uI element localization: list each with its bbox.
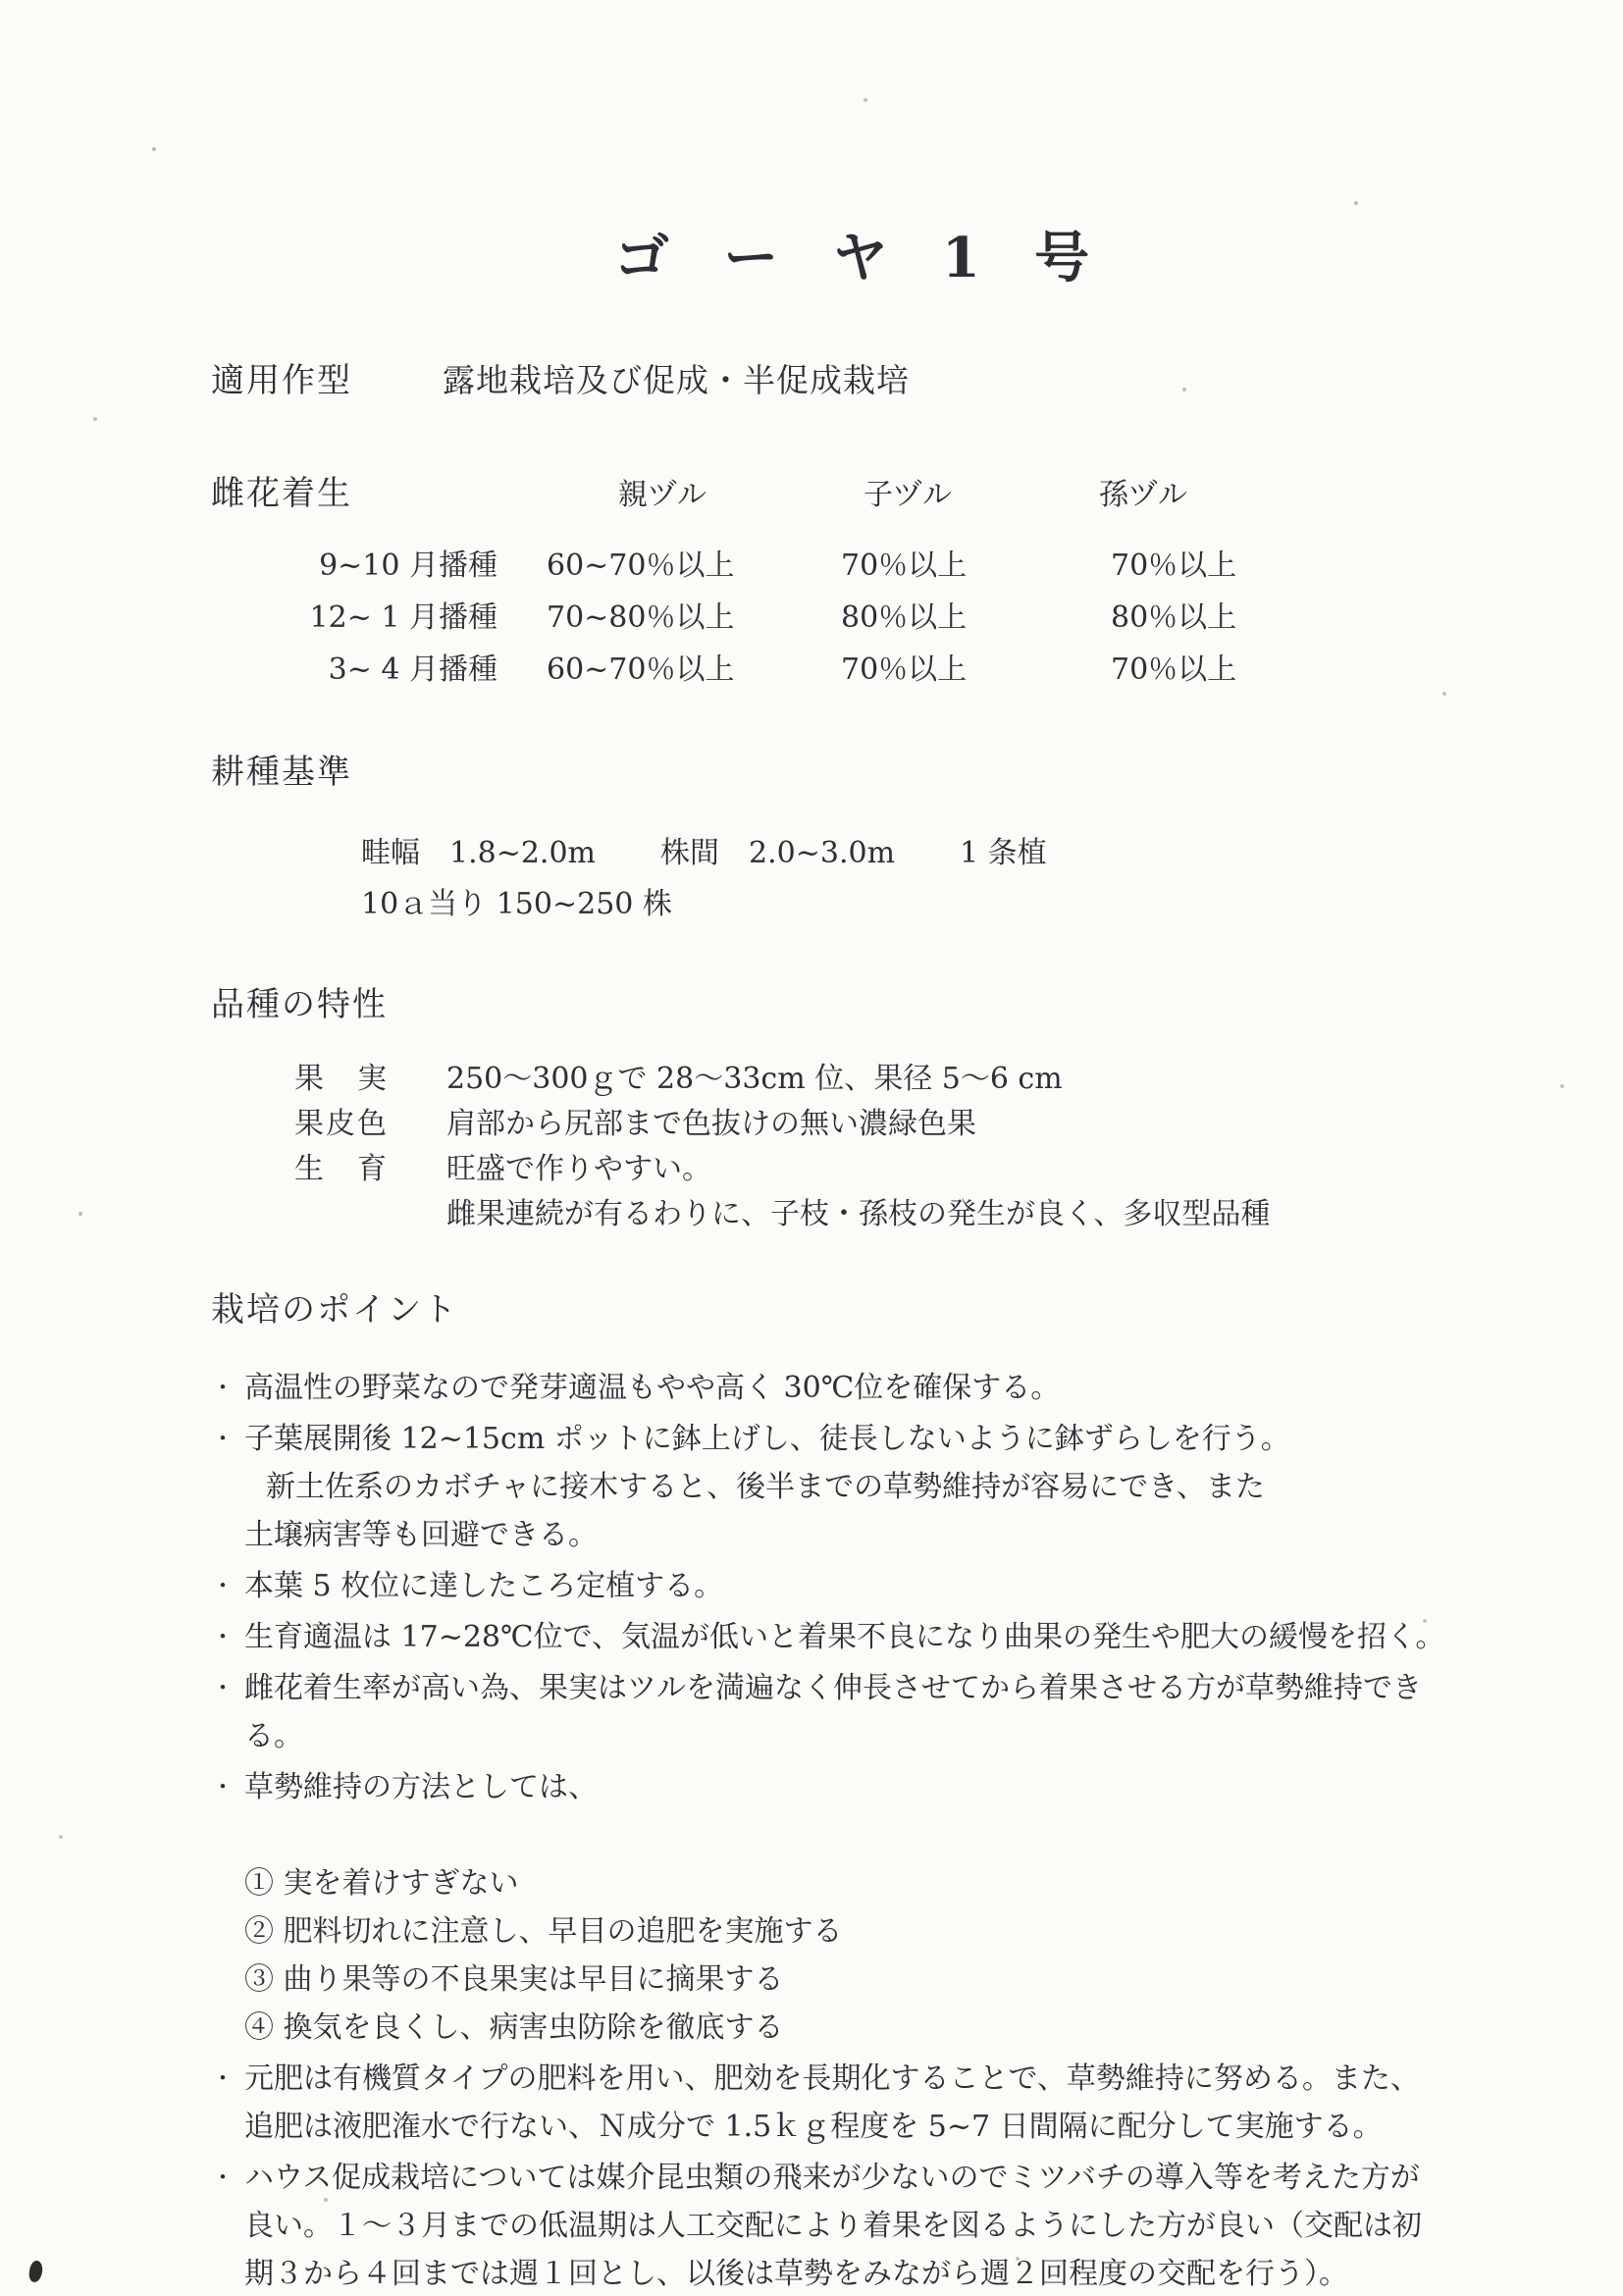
bullet-line: 元肥は有機質タイプの肥料を用い、肥効を長期化することで、草勢維持に努める。また、	[244, 2061, 1420, 2096]
bullet-line: 良い。１～３月までの低温期は人工交配により着果を図るようにした方が良い（交配は初	[244, 2209, 1422, 2243]
bullet-text	[244, 1415, 1510, 1559]
parent-vine-value: 70~80％以上	[547, 600, 735, 635]
sowing-period: 9~10 月播種	[319, 548, 497, 583]
bullet-line: 雌花着生率が高い為、果実はツルを満遍なく伸長させてから着果させる方が草勢維持でき	[244, 1671, 1422, 1705]
bullet-text	[244, 1364, 1510, 1412]
bullet-line: 高温性の野菜なので発芽適温もやや高く 30℃位を確保する。	[244, 1371, 1061, 1405]
numbered-subitem: ① 実を着けすぎない	[244, 1866, 519, 1901]
bullet-line: 土壌病害等も回避できる。	[244, 1518, 598, 1552]
child-vine-value: 80％以上	[841, 600, 968, 635]
bullet-line: ハウス促成栽培については媒介昆虫類の飛来が少ないのでミツバチの導入等を考えた方が	[244, 2161, 1420, 2195]
bullet-icon: ・	[211, 1425, 235, 1452]
bullet-icon: ・	[211, 1623, 235, 1650]
bullet-text	[244, 1562, 1510, 1610]
cultivation-standard-label: 耕種基準	[211, 753, 352, 792]
grandchild-vine-value: 70％以上	[1111, 652, 1237, 687]
bullet-text	[244, 1613, 1510, 1661]
bullet-line: 子葉展開後 12~15cm ポットに鉢上げし、徒長しないように鉢ずらしを行う。	[244, 1422, 1290, 1456]
characteristic-row	[294, 1147, 1510, 1192]
list-item	[211, 1364, 1510, 1412]
applicable-type-label: 適用作型	[211, 361, 352, 400]
bullet-text	[244, 1664, 1510, 1760]
table-row	[211, 644, 1510, 696]
list-item	[211, 1664, 1510, 1760]
grandchild-vine-value: 80％以上	[1111, 600, 1237, 635]
applicable-type-value: 露地栽培及び促成・半促成栽培	[443, 361, 910, 399]
characteristic-key: 果 実	[294, 1062, 389, 1096]
female-flower-label: 雌花着生	[211, 474, 352, 513]
bullet-text	[244, 1763, 1510, 2052]
characteristic-value: 肩部から尻部まで色抜けの無い濃緑色果	[446, 1107, 976, 1141]
bullet-icon: ・	[211, 1674, 235, 1701]
section-applicable-crop-type	[211, 353, 1510, 401]
bullet-line: 期３から４回までは週１回とし、以後は草勢をみながら週２回程度の交配を行う）。	[244, 2257, 1348, 2291]
scan-smudge-mark	[27, 2260, 44, 2283]
characteristic-row	[294, 1102, 1510, 1147]
bullet-line: 追肥は液肥潅水で行ない、Ｎ成分で 1.5ｋｇ程度を 5~7 日間隔に配分して実施する。	[244, 2110, 1383, 2144]
bullet-line: 本葉 5 枚位に達したころ定植する。	[244, 1569, 724, 1603]
sowing-period: 3~ 4 月播種	[328, 652, 497, 687]
list-item	[211, 1562, 1510, 1610]
column-header-parent-vine: 親ヅル	[618, 478, 707, 512]
list-item	[211, 1415, 1510, 1559]
child-vine-value: 70％以上	[841, 548, 968, 583]
parent-vine-value: 60~70％以上	[547, 652, 735, 687]
numbered-subitem: ② 肥料切れに注意し、早目の追肥を実施する	[244, 1914, 843, 1949]
bullet-icon: ・	[211, 2164, 235, 2191]
plant-spacing-spec: 株間 2.0~3.0m	[660, 836, 896, 870]
parent-vine-value: 60~70％以上	[547, 548, 735, 583]
plants-per-10a-spec: 10ａ当り 150~250 株	[361, 887, 672, 921]
list-item	[211, 1613, 1510, 1661]
characteristic-value: 旺盛で作りやすい。	[446, 1152, 711, 1186]
column-header-grandchild-vine: 孫ヅル	[1099, 478, 1187, 512]
scan-noise-specks	[152, 147, 156, 151]
bullet-icon: ・	[211, 1572, 235, 1599]
list-item	[211, 1763, 1510, 2052]
bullet-text	[244, 2154, 1510, 2296]
numbered-subitem: ④ 換気を良くし、病害虫防除を徹底する	[244, 2010, 784, 2045]
table-row	[211, 540, 1510, 592]
bullet-line: 新土佐系のカボチャに接木すると、後半までの草勢維持が容易にでき、また	[266, 1470, 1265, 1504]
bullet-icon: ・	[211, 1374, 235, 1401]
bullet-line: る。	[244, 1719, 303, 1753]
bullet-line: 草勢維持の方法としては、	[244, 1770, 598, 1804]
bullet-icon: ・	[211, 2064, 235, 2092]
female-flower-table-header	[211, 466, 1510, 514]
bullet-text	[244, 2055, 1510, 2151]
characteristic-key: 果皮色	[294, 1107, 389, 1141]
variety-characteristics-list	[211, 1057, 1510, 1237]
child-vine-value: 70％以上	[841, 652, 968, 687]
characteristic-value: 雌果連続が有るわりに、子枝・孫枝の発生が良く、多収型品種	[446, 1197, 1271, 1231]
characteristic-key: 生 育	[294, 1152, 389, 1186]
bullet-line: 生育適温は 17~28℃位で、気温が低いと着果不良になり曲果の発生や肥大の緩慢を招く。	[244, 1620, 1445, 1654]
cultivation-standard-line1	[361, 830, 1510, 877]
characteristic-row	[294, 1192, 1510, 1237]
variety-characteristics-label: 品種の特性	[211, 985, 388, 1024]
characteristic-value: 250～300ｇで 28～33cm 位、果径 5～6 cm	[446, 1062, 1063, 1096]
sowing-period: 12~ 1 月播種	[309, 600, 497, 635]
cultivation-points-label: 栽培のポイント	[211, 1290, 458, 1330]
characteristic-row	[294, 1057, 1510, 1102]
list-item	[211, 2154, 1510, 2296]
row-planting-spec: 1 条植	[960, 836, 1047, 870]
column-header-child-vine: 子ヅル	[864, 478, 952, 512]
numbered-subitem: ③ 曲り果等の不良果実は早目に摘果する	[244, 1962, 784, 1997]
page-title: ゴ ー ヤ 1 号	[613, 226, 1108, 290]
characteristic-key	[294, 1192, 446, 1237]
female-flower-table	[211, 540, 1510, 696]
list-item	[211, 2055, 1510, 2151]
bullet-icon: ・	[211, 1773, 235, 1800]
table-row	[211, 592, 1510, 644]
ridge-width-spec: 畦幅 1.8~2.0m	[361, 836, 597, 870]
grandchild-vine-value: 70％以上	[1111, 548, 1237, 583]
numbered-sublist	[244, 1859, 1510, 2052]
cultivation-points-list	[211, 1364, 1510, 2296]
